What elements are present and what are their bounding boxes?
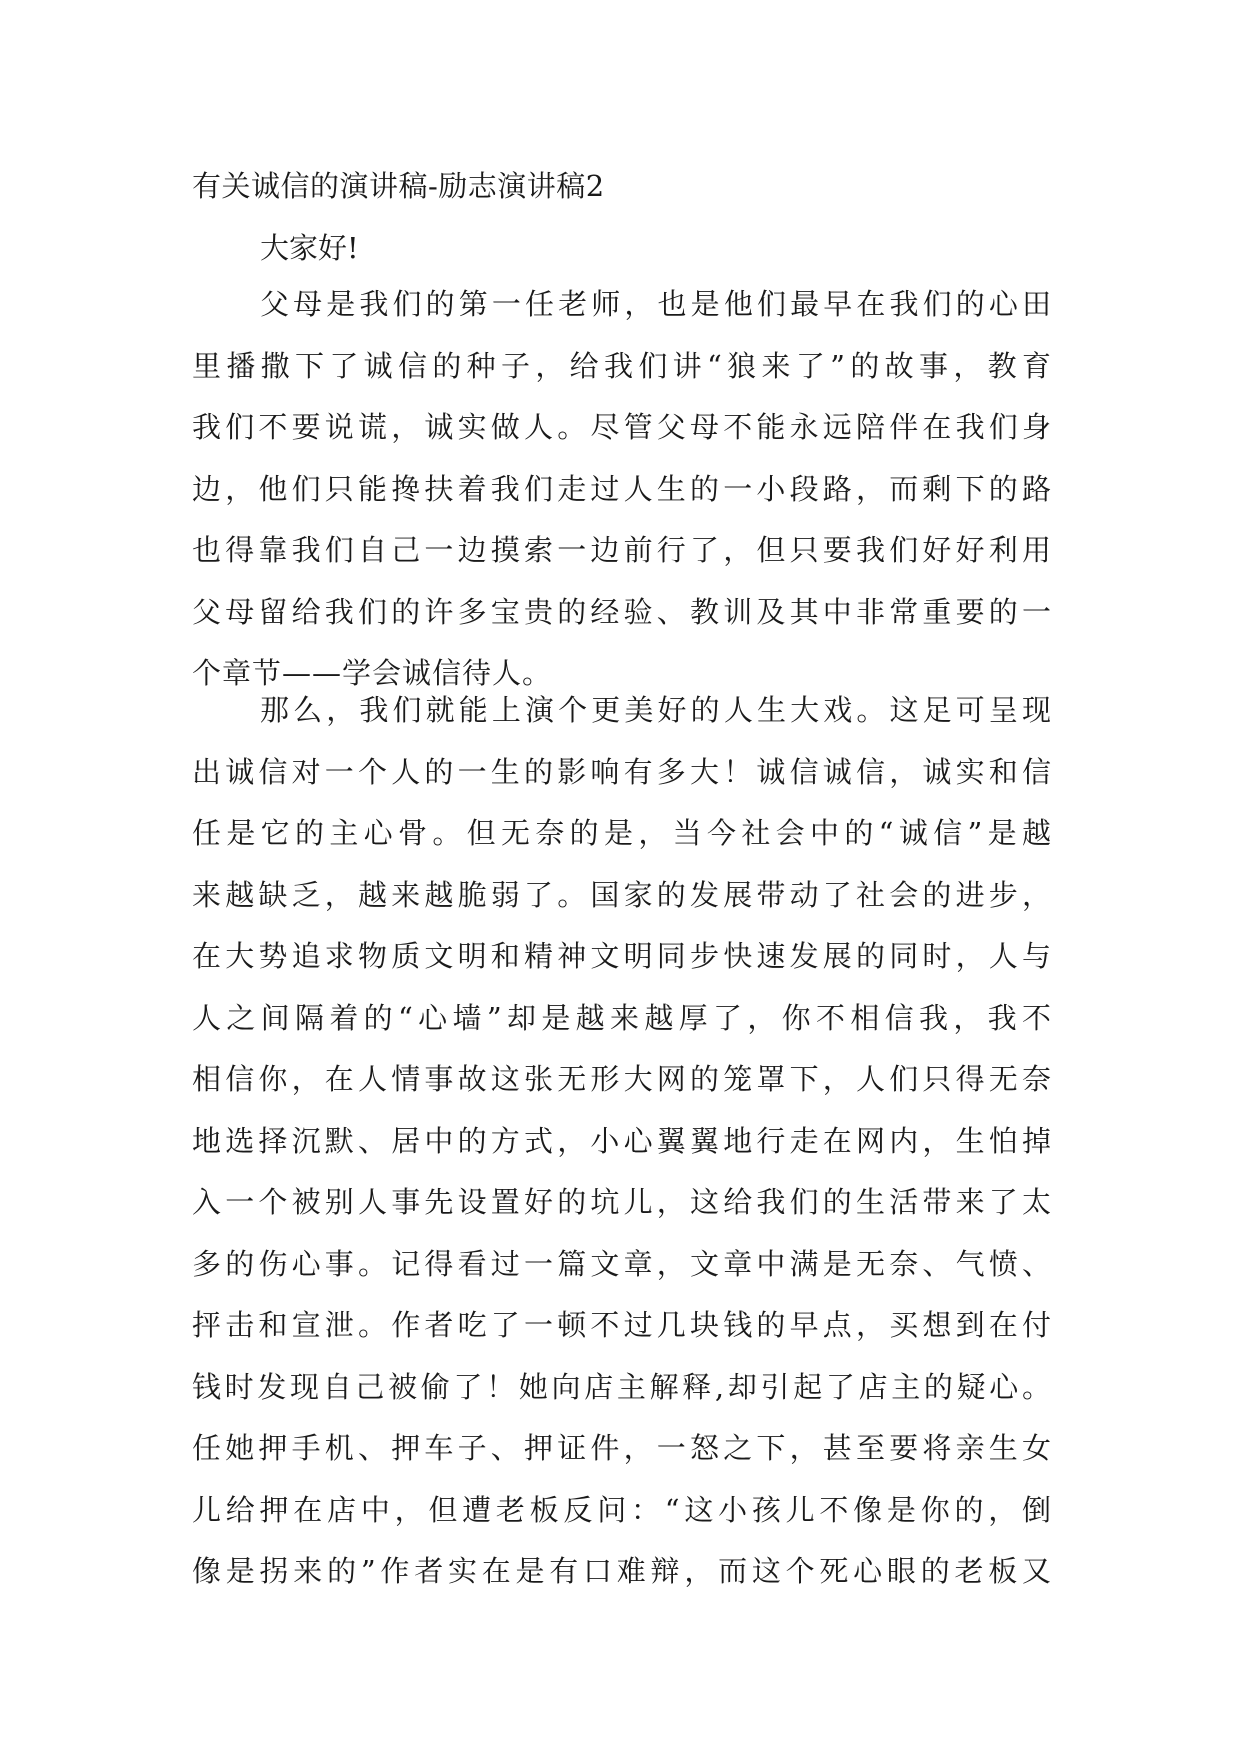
paragraph-line: 像是拐来的”作者实在是有口难辩，而这个死心眼的老板又 (192, 1554, 1052, 1588)
paragraph-line: 抨击和宣泄。作者吃了一顿不过几块钱的早点，买想到在付 (192, 1308, 1052, 1342)
paragraph-line: 也得靠我们自己一边摸索一边前行了，但只要我们好好利用 (192, 533, 1052, 567)
paragraph-line: 钱时发现自己被偷了！她向店主解释,却引起了店主的疑心。 (192, 1369, 1052, 1404)
paragraph-line: 来越缺乏，越来越脆弱了。国家的发展带动了社会的进步， (192, 877, 1052, 912)
paragraph-line: 个章节——学会诚信待人。 (192, 656, 553, 690)
paragraph-line: 任她押手机、押车子、押证件，一怒之下，甚至要将亲生女 (192, 1431, 1052, 1465)
paragraph-line: 里播撒下了诚信的种子，给我们讲“狼来了”的故事，教育 (192, 348, 1052, 383)
paragraph-line: 人之间隔着的“心墙”却是越来越厚了，你不相信我，我不 (192, 1000, 1052, 1035)
paragraph-line: 边，他们只能搀扶着我们走过人生的一小段路，而剩下的路 (192, 471, 1052, 506)
paragraph-line: 出诚信对一个人的一生的影响有多大！诚信诚信，诚实和信 (192, 754, 1052, 789)
paragraph-line: 儿给押在店中，但遭老板反问：“这小孩儿不像是你的，倒 (192, 1492, 1052, 1527)
paragraph-line: 地选择沉默、居中的方式，小心翼翼地行走在网内，生怕掉 (192, 1123, 1052, 1158)
paragraph-line: 入一个被别人事先设置好的坑儿，这给我们的生活带来了太 (192, 1185, 1052, 1219)
paragraph-1 (192, 282, 1052, 713)
document-title: 有关诚信的演讲稿-励志演讲稿2 (192, 169, 605, 203)
paragraph-line: 相信你，在人情事故这张无形大网的笼罩下，人们只得无奈 (192, 1062, 1052, 1096)
greeting-line: 大家好! (260, 231, 359, 265)
paragraph-line: 多的伤心事。记得看过一篇文章，文章中满是无奈、气愤、 (192, 1246, 1052, 1281)
paragraph-line: 那么，我们就能上演个更美好的人生大戏。这足可呈现 (260, 693, 1052, 727)
paragraph-line: 父母是我们的第一任老师，也是他们最早在我们的心田 (260, 287, 1052, 321)
paragraph-2 (192, 688, 1052, 1611)
paragraph-line: 父母留给我们的许多宝贵的经验、教训及其中非常重要的一 (192, 594, 1052, 629)
paragraph-line: 在大势追求物质文明和精神文明同步快速发展的同时，人与 (192, 939, 1052, 973)
paragraph-line: 我们不要说谎，诚实做人。尽管父母不能永远陪伴在我们身 (192, 410, 1052, 444)
paragraph-line: 任是它的主心骨。但无奈的是，当今社会中的“诚信”是越 (192, 816, 1052, 850)
